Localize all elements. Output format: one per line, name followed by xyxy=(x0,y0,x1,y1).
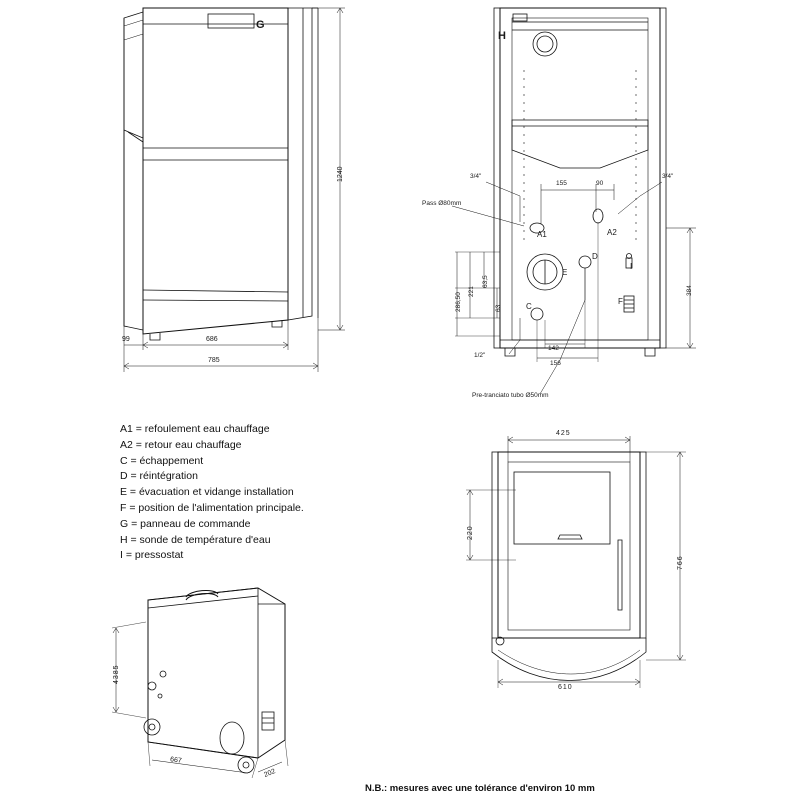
legend-list xyxy=(120,422,420,564)
legend-item-c: C = échappement xyxy=(120,454,204,467)
tolerance-note: N.B.: mesures avec une tolérance d'environ 10 mm xyxy=(365,783,595,794)
callout-a2: A2 xyxy=(607,228,617,237)
dim-63: 63 xyxy=(495,304,502,312)
callout-g: G xyxy=(256,19,265,31)
annotation-thread-half: 1/2" xyxy=(474,352,486,359)
dim-667: 667 xyxy=(169,756,183,765)
legend-item-g: G = panneau de commande xyxy=(120,517,251,530)
dim-155: 155 xyxy=(556,180,567,187)
dim-220: 220 xyxy=(467,525,474,540)
annotation-pass-80mm: Pass Ø80mm xyxy=(422,200,462,207)
legend-item-f: F = position de l'alimentation principale. xyxy=(120,501,304,514)
callout-h: H xyxy=(498,30,506,42)
dim-785: 785 xyxy=(208,357,220,364)
legend-item-a1: A1 = refoulement eau chauffage xyxy=(120,423,270,435)
dim-221: 221 xyxy=(468,286,475,297)
legend-item-h: H = sonde de température d'eau xyxy=(120,533,271,546)
dim-99: 99 xyxy=(122,336,130,343)
callout-i: I xyxy=(630,262,633,271)
dim-90: 90 xyxy=(596,180,604,187)
annotation-thread-right: 3/4" xyxy=(662,173,674,180)
dim-610: 610 xyxy=(558,684,573,691)
annotation-pretranciato: Pre-tranciato tubo Ø50mm xyxy=(472,392,549,399)
callout-d: D xyxy=(592,252,598,261)
dim-63-5: 63,5 xyxy=(482,275,489,288)
dim-142: 142 xyxy=(548,345,559,352)
callout-f: F xyxy=(618,297,623,306)
legend-item-a2: A2 = retour eau chauffage xyxy=(120,438,242,451)
callout-c: C xyxy=(526,302,532,311)
callout-e: E xyxy=(562,268,568,277)
callout-a1: A1 xyxy=(537,230,547,239)
legend-item-d: D = réintégration xyxy=(120,470,198,483)
dim-686: 686 xyxy=(206,336,218,343)
legend-item-e: E = évacuation et vidange installation xyxy=(120,486,294,499)
annotation-thread-left: 3/4" xyxy=(470,173,482,180)
dim-425: 425 xyxy=(556,430,571,437)
dim-4385: 4385 xyxy=(113,664,120,684)
dim-766: 766 xyxy=(677,555,684,570)
dim-156: 156 xyxy=(550,360,561,367)
dim-384: 384 xyxy=(686,285,693,296)
dim-1240: 1240 xyxy=(337,166,344,182)
legend-item-i: I = pressostat xyxy=(120,549,184,562)
dim-286-50: 286,50 xyxy=(455,292,462,312)
dim-202: 202 xyxy=(263,768,277,779)
